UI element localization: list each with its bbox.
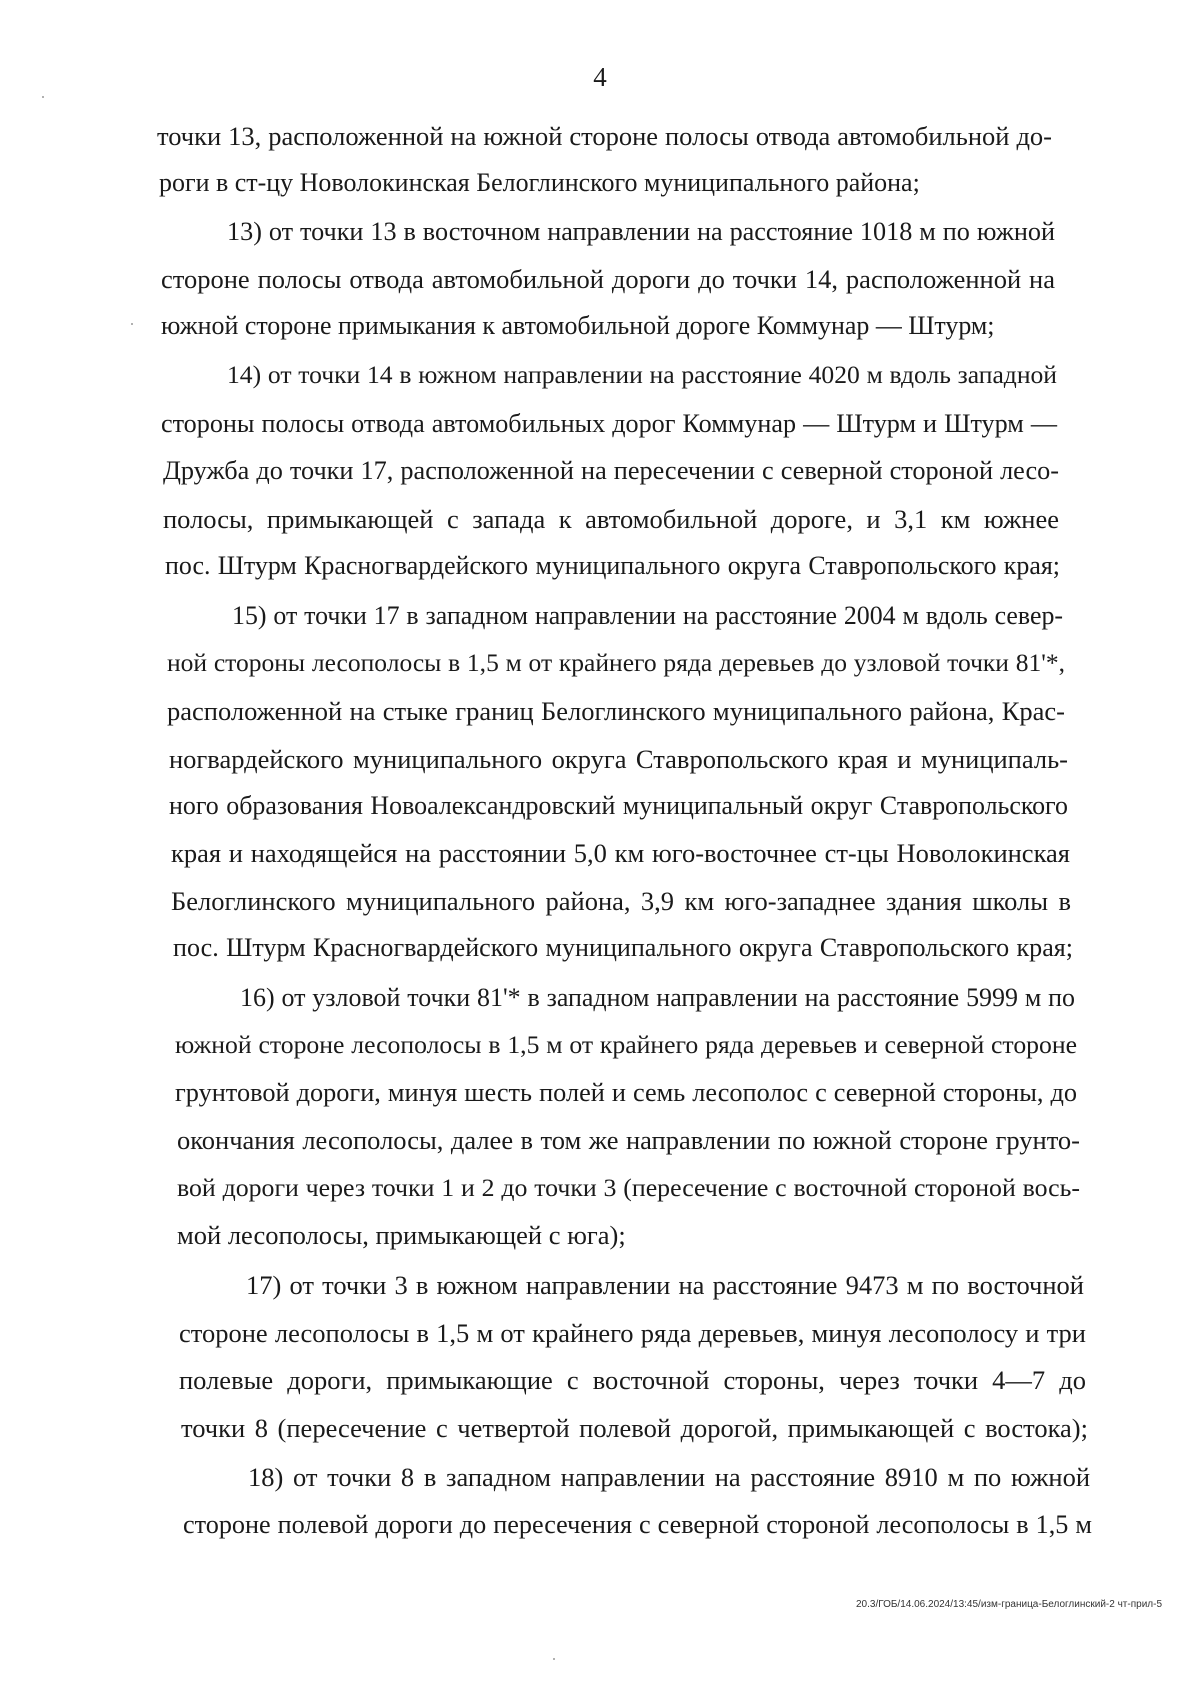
scan-speck <box>42 96 44 98</box>
text-line: 14) от точки 14 в южном направлении на расстояние 4020 м вдоль западной <box>227 360 1057 389</box>
text-line: Белоглинского муниципального района, 3,9 км юго-западнее здания школы в <box>171 886 1071 916</box>
text-line: южной стороне примыкания к автомобильной дороге Коммунар — Штурм; <box>161 311 995 340</box>
text-line: 18) от точки 8 в западном направлении на расстояние 8910 м по южной <box>248 1462 1090 1492</box>
text-line: ной стороны лесополосы в 1,5 м от крайнего ряда деревьев до узловой точки 81'*, <box>167 648 1065 677</box>
scan-speck <box>131 323 133 325</box>
text-line: ного образования Новоалександровский муниципальный округ Ставропольского <box>169 791 1068 820</box>
text-line: 15) от точки 17 в западном направлении на расстояние 2004 м вдоль север- <box>232 601 1063 630</box>
text-line: края и находящейся на расстоянии 5,0 км юго-восточнее ст-цы Новолокинская <box>171 838 1070 868</box>
text-line: 17) от точки 3 в южном направлении на расстояние 9473 м по восточной <box>246 1270 1084 1300</box>
document-footer: 20.3/ГОБ/14.06.2024/13:45/изм-граница-Белоглинский-2 чт-прил-5 <box>855 1599 1162 1610</box>
text-line: пос. Штурм Красногвардейского муниципального округа Ставропольского края; <box>165 551 1060 580</box>
text-line: южной стороне лесополосы в 1,5 м от крайнего ряда деревьев и северной стороне <box>175 1030 1077 1059</box>
text-line: вой дороги через точки 1 и 2 до точки 3 (пересечение с восточной стороной вось- <box>177 1173 1080 1202</box>
text-line: точки 13, расположенной на южной стороне полосы отвода автомобильной до- <box>157 121 1052 151</box>
text-line: полевые дороги, примыкающие с восточной стороны, через точки 4—7 до <box>179 1365 1086 1395</box>
text-line: грунтовой дороги, минуя шесть полей и семь лесополос с северной стороны, до <box>175 1078 1077 1107</box>
text-line: Дружба до точки 17, расположенной на пересечении с северной стороной лесо- <box>163 456 1059 485</box>
text-line: роги в ст-цу Новолокинская Белоглинского муниципального района; <box>159 168 920 197</box>
text-line: стороны полосы отвода автомобильных дорог Коммунар — Штурм и Штурм — <box>161 409 1057 438</box>
text-line: окончания лесополосы, далее в том же направлении по южной стороне грунто- <box>177 1125 1080 1155</box>
text-line: расположенной на стыке границ Белоглинского муниципального района, Крас- <box>167 696 1065 726</box>
page-number: 4 <box>593 62 607 92</box>
text-line: полосы, примыкающей с запада к автомобильной дороге, и 3,1 км южнее <box>163 504 1059 534</box>
text-line: пос. Штурм Красногвардейского муниципального округа Ставропольского края; <box>173 933 1073 962</box>
text-line: стороне полосы отвода автомобильной дороги до точки 14, расположенной на <box>161 264 1055 294</box>
text-line: ногвардейского муниципального округа Ставропольского края и муниципаль- <box>169 744 1068 774</box>
text-line: точки 8 (пересечение с четвертой полевой дорогой, примыкающей с востока); <box>181 1413 1088 1443</box>
text-line: стороне лесополосы в 1,5 м от крайнего ряда деревьев, минуя лесополосу и три <box>179 1318 1086 1348</box>
text-line: 16) от узловой точки 81'* в западном направлении на расстояние 5999 м по <box>240 983 1075 1012</box>
text-line: мой лесополосы, примыкающей с юга); <box>177 1220 626 1250</box>
text-line: стороне полевой дороги до пересечения с северной стороной лесополосы в 1,5 м <box>183 1510 1092 1539</box>
text-line: 13) от точки 13 в восточном направлении на расстояние 1018 м по южной <box>227 217 1055 246</box>
scan-speck <box>553 1658 555 1660</box>
